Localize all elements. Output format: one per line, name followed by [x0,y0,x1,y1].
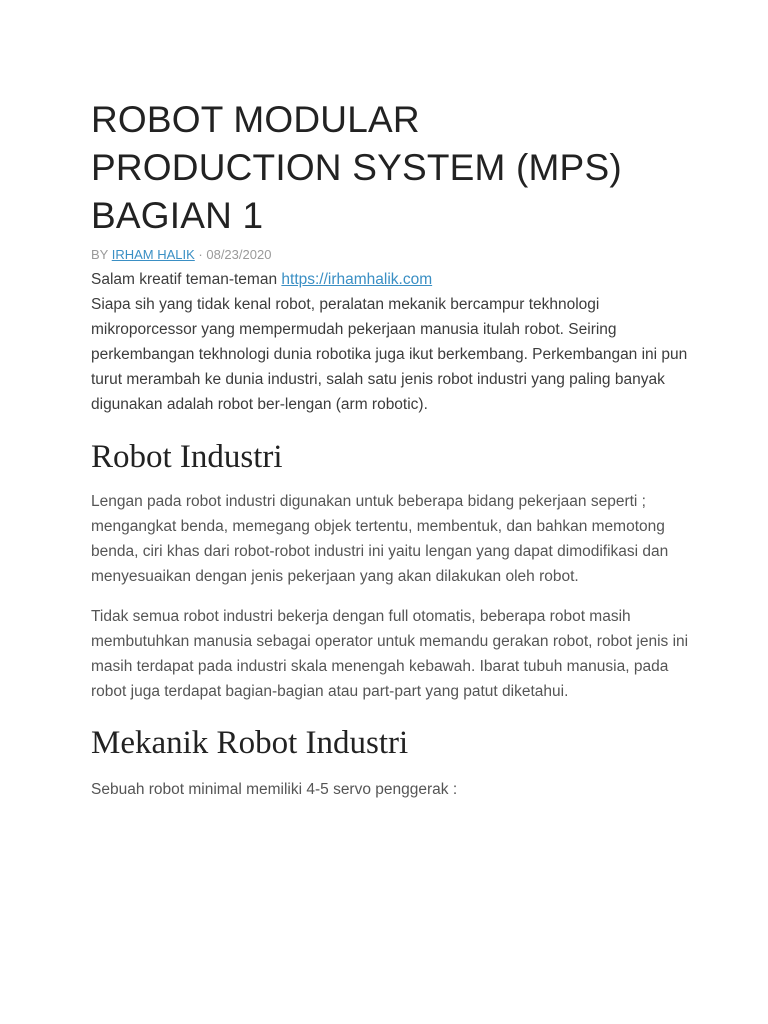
title-line: ROBOT MODULAR [91,99,420,140]
website-link[interactable]: https://irhamhalik.com [281,271,433,288]
post-date: 08/23/2020 [206,247,272,262]
title-line: BAGIAN 1 [91,195,264,236]
title-line: PRODUCTION SYSTEM (MPS) [91,147,622,188]
section-heading-mekanik-robot-industri: Mekanik Robot Industri [91,725,409,761]
post-meta [91,247,691,263]
by-label: BY [91,247,112,262]
author-link[interactable]: IRHAM HALIK [111,247,195,262]
page-title [91,96,691,240]
greeting-text: Salam kreatif teman-teman [91,271,282,288]
section-heading-robot-industri: Robot Industri [91,439,283,475]
section-paragraph: Tidak semua robot industri bekerja dengan full otomatis, beberapa robot masih membutuhkan manusia sebagai operator untuk memandu gerakan robot, robot jenis ini masih terdapat pada industri skala menengah kebawah. Ibarat tubuh manusia, pada robot juga terdapat bagian-bagian atau part-part yang patut diketahui. [91,608,689,700]
article [91,96,691,802]
meta-separator: · [194,247,207,262]
greeting-line [91,267,691,292]
intro-paragraph: Siapa sih yang tidak kenal robot, peralatan mekanik bercampur tekhnologi mikroporcessor yang mempermudah pekerjaan manusia itulah robot. Seiring perkembangan tekhnologi dunia robotika juga ikut berkembang. Perkembangan ini pun turut merambah ke dunia industri, salah satu jenis robot industri yang paling banyak digunakan adalah robot ber-lengan (arm robotic). [91,296,688,413]
intro [91,267,691,417]
section-paragraph: Sebuah robot minimal memiliki 4-5 servo penggerak : [91,781,458,798]
section-paragraph: Lengan pada robot industri digunakan untuk beberapa bidang pekerjaan seperti ; mengangkat benda, memegang objek tertentu, membentuk, dan bahkan memotong benda, ciri khas dari robot-robot industri ini yaitu lengan yang dapat dimodifikasi dan menyesuaikan dengan jenis pekerjaan yang akan dilakukan oleh robot. [91,493,669,585]
